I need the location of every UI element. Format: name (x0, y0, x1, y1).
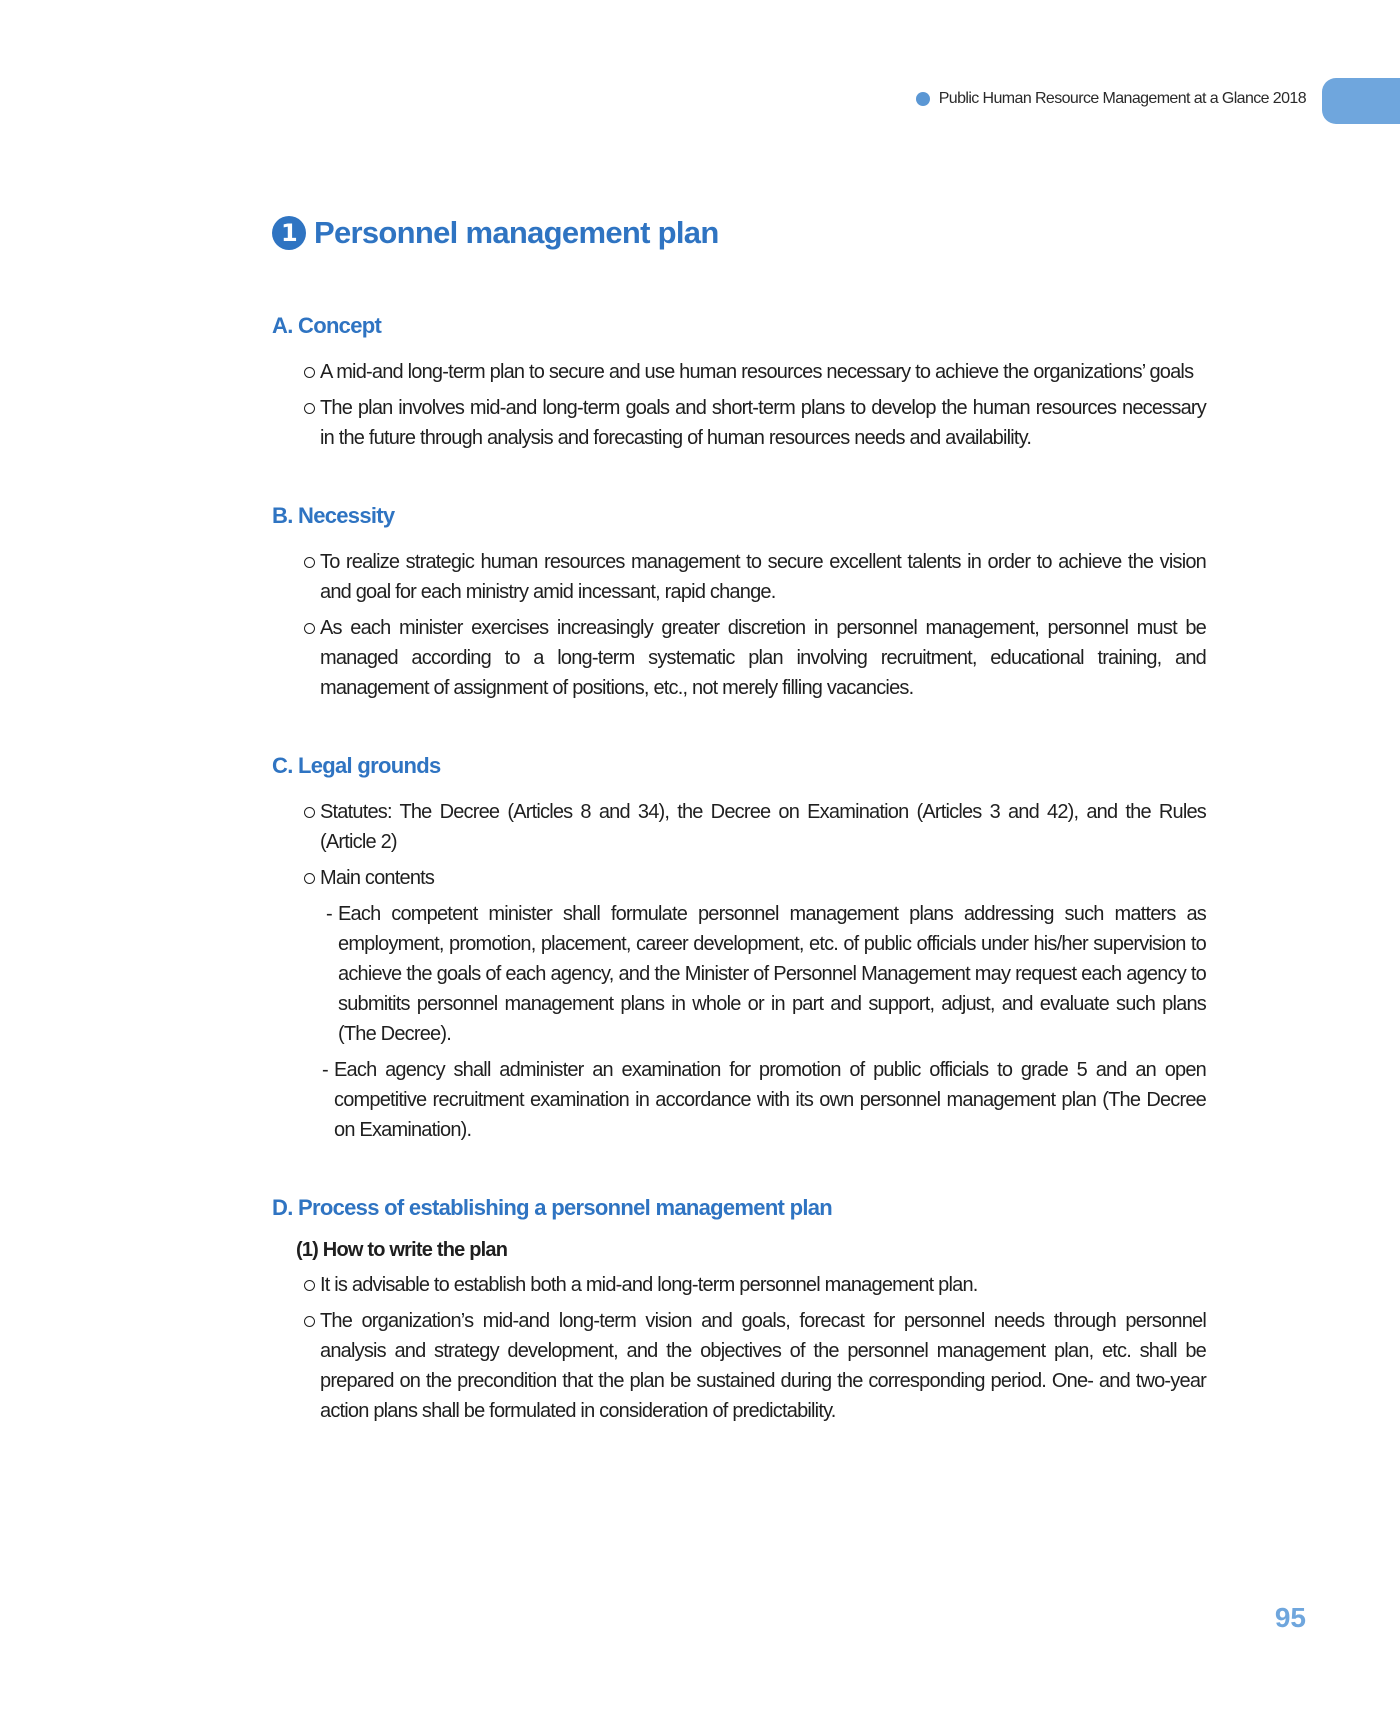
header-dot-icon (916, 92, 930, 106)
dash-bullet-icon: - (322, 1059, 328, 1081)
section-heading-legal-grounds: C. Legal grounds (272, 753, 441, 778)
section-process (272, 1195, 1206, 1426)
section-heading-necessity: B. Necessity (272, 503, 395, 528)
section-legal-grounds (272, 753, 1206, 1145)
list-item: The plan involves mid-and long-term goals and short-term plans to develop the human resources necessary in the future through analysis and forecasting of human resources needs and availability. (304, 393, 1206, 453)
sub-list-item: - Each competent minister shall formulate personnel management plans addressing such matters as employment, promotion, placement, career development, etc. of public officials under his/her supervision to achieve the goals of each agency, and the Minister of Personnel Management may request each agency to submitits personnel management plans in whole or in part and support, adjust, and evaluate such plans (The Decree). (326, 899, 1206, 1049)
running-title: Public Human Resource Management at a Glance 2018 (938, 90, 1306, 107)
circle-bullet-icon (304, 403, 315, 414)
section-necessity (272, 503, 1206, 703)
list-item: Statutes: The Decree (Articles 8 and 34), the Decree on Examination (Articles 3 and 42), and the Rules (Article 2) (304, 797, 1206, 857)
page-number: 95 (1274, 1602, 1306, 1633)
circle-bullet-icon (304, 367, 315, 378)
section-concept (272, 313, 1206, 453)
circle-bullet-icon (304, 873, 315, 884)
subheading-how-to-write: (1) How to write the plan (296, 1239, 508, 1261)
circle-bullet-icon (304, 623, 315, 634)
dash-bullet-icon: - (326, 903, 332, 925)
section-heading-process: D. Process of establishing a personnel management plan (272, 1195, 833, 1220)
circle-bullet-icon (304, 1316, 315, 1327)
list-item: As each minister exercises increasingly greater discretion in personnel management, personnel must be managed according to a long-term systematic plan involving recruitment, educational training, and management of assignment of positions, etc., not merely filling vacancies. (304, 613, 1206, 703)
circle-bullet-icon (304, 1280, 315, 1291)
page-title (272, 215, 1206, 251)
sub-list-item: - Each agency shall administer an examination for promotion of public officials to grade 5 and an open competitive recruitment examination in accordance with its own personnel management plan (The Decree on Examination). (322, 1055, 1206, 1145)
list-item: The organization’s mid-and long-term vision and goals, forecast for personnel needs through personnel analysis and strategy development, and the objectives of the personnel management plan, etc. shall be prepared on the precondition that the plan be sustained during the corresponding period. One- and two-year action plans shall be formulated in consideration of predictability. (304, 1306, 1206, 1426)
running-header (916, 90, 1306, 108)
section-number-icon: 1 (272, 216, 306, 250)
section-heading-concept: A. Concept (272, 313, 382, 338)
list-item: Main contents (304, 863, 1206, 893)
list-item: To realize strategic human resources management to secure excellent talents in order to achieve the vision and goal for each ministry amid incessant, rapid change. (304, 547, 1206, 607)
page-content (272, 215, 1206, 1476)
list-item: A mid-and long-term plan to secure and use human resources necessary to achieve the organizations’ goals (304, 357, 1206, 387)
page-title-text: Personnel management plan (314, 215, 719, 250)
list-item: It is advisable to establish both a mid-and long-term personnel management plan. (304, 1270, 1206, 1300)
circle-bullet-icon (304, 807, 315, 818)
header-tab (1322, 78, 1400, 124)
circle-bullet-icon (304, 557, 315, 568)
